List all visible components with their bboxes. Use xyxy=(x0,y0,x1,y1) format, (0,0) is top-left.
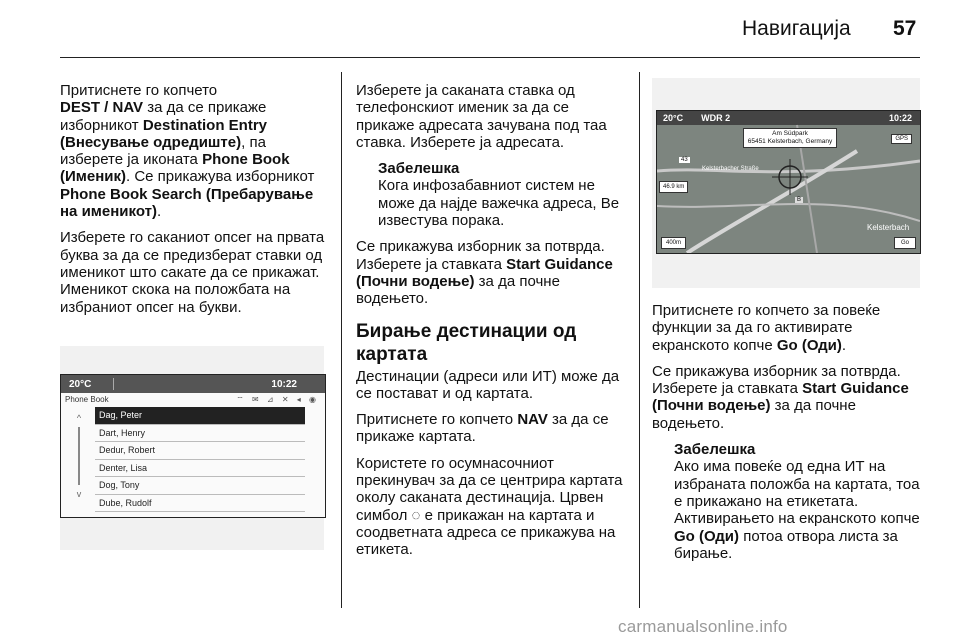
paragraph-eight-way-switch: Користете го осумнасочниот прекинувач за да се центрира картата околу саканата дестинација. Црвен симбол ◌ е прикажан на картата и соодветната адреса се прикажува на етикета. xyxy=(356,454,623,559)
page-number: 57 xyxy=(893,17,917,40)
distance-readout: 400m xyxy=(661,237,686,249)
temperature-readout: 20°C xyxy=(69,378,92,390)
header-divider xyxy=(60,57,920,58)
note-body: Ако има повеќе од една ИТ на избраната положба на картата, тоа е прикажано на етикетата. Активирањето на екранското копче Go (Оди) потоа отвора листа за бирање. xyxy=(674,458,920,562)
clock-readout: 10:22 xyxy=(888,113,912,123)
road-number: 43 xyxy=(681,157,688,163)
map-scale: 46.9 km xyxy=(659,181,688,193)
column-1 xyxy=(60,82,332,325)
street-name: Kelsterbacher Straße xyxy=(702,166,759,172)
list-item[interactable]: Dart, Henry xyxy=(95,425,305,443)
paragraph-select-entry: Изберете ја саканата ставка од телефонскиот именик за да се прикаже адресата зачувана под таа ставка. Изберете ја адресата. xyxy=(356,82,607,151)
phonebook-status-bar xyxy=(61,375,325,393)
paragraph-start-guidance-2: Се прикажува изборник за потврда. Изберете ја ставката Start Guidance (Почни водење) за да почне водењето. xyxy=(652,362,909,432)
phonebook-title: Phone Book xyxy=(65,395,109,404)
list-item[interactable]: Dog, Tony xyxy=(95,477,305,495)
phonebook-body xyxy=(61,393,325,517)
go-button[interactable]: Go xyxy=(894,237,916,249)
paragraph-start-guidance: Се прикажува изборник за потврда. Изберете ја ставката Start Guidance (Почни водење) за да почне водењето. xyxy=(356,238,613,308)
section-heading: Бирање дестинации од картата xyxy=(356,320,577,365)
note-multiple-poi xyxy=(652,441,927,562)
note-title: Забелешка xyxy=(378,160,460,178)
phonebook-header xyxy=(61,393,325,406)
place-name: Kelsterbach xyxy=(867,223,910,232)
paragraph-press-nav: Притиснете го копчето NAV за да се прикаже картата. xyxy=(356,411,609,446)
list-item[interactable]: Dube, Rudolf xyxy=(95,495,305,513)
phonebook-scrollbar[interactable] xyxy=(73,413,85,503)
paragraph-map-destinations: Дестинации (адреси или ИТ) може да се поставaт и од картата. xyxy=(356,367,620,402)
column-divider-1 xyxy=(341,72,342,608)
temperature-readout: 20°C xyxy=(663,113,684,123)
scroll-track[interactable] xyxy=(78,427,80,485)
map-marker: B xyxy=(797,197,802,203)
address-label: Am Südpark 65451 Kelsterbach, Germany xyxy=(743,128,837,148)
paragraph-activate-go: Притиснете го копчето за повеќе функции за да го активирате екранското копче Go (Оди). xyxy=(652,302,881,354)
clock-readout: 10:22 xyxy=(271,378,297,390)
scroll-up-icon[interactable]: ^ xyxy=(76,413,82,423)
scroll-down-icon[interactable]: v xyxy=(76,489,82,499)
column-3 xyxy=(652,302,927,571)
phonebook-list xyxy=(95,407,305,512)
page-title: Навигација xyxy=(742,17,851,40)
list-item[interactable]: Dag, Peter xyxy=(95,407,305,425)
note-body: Кога инфозабавниот систем не може да најде важечка адреса, Ве известува порака. xyxy=(378,177,620,230)
phonebook-screen xyxy=(60,374,326,518)
paragraph-phonebook-intro: Притиснете го копчето DEST / NAV за да се прикаже изборникот Destination Entry (Внесување одредиште), па изберете ја иконата Phone Book (Именик). Се прикажува изборникот Phone Book Search (Пребарување на именикот). xyxy=(60,82,315,221)
column-2 xyxy=(356,82,628,568)
list-item[interactable]: Denter, Lisa xyxy=(95,460,305,478)
column-divider-2 xyxy=(639,72,640,608)
watermark: carmanualsonline.info xyxy=(618,617,788,636)
status-icons: ⌔ ✉ ⊿ ✕ ◂ ◉ xyxy=(236,394,319,404)
paragraph-letter-range: Изберете го саканиот опсег на првата буква за да се предизберат ставки од именикот што сакате да се прикажат. Именикот скока на положбата на избраниот опсег на букви. xyxy=(60,229,325,316)
note-title: Забелешка xyxy=(674,441,756,459)
status-separator xyxy=(113,378,114,390)
radio-station: WDR 2 xyxy=(701,113,731,123)
note-invalid-address xyxy=(356,160,628,229)
map-screen xyxy=(656,110,921,254)
gps-button[interactable]: GPS xyxy=(891,134,912,144)
list-item[interactable]: Dedur, Robert xyxy=(95,442,305,460)
